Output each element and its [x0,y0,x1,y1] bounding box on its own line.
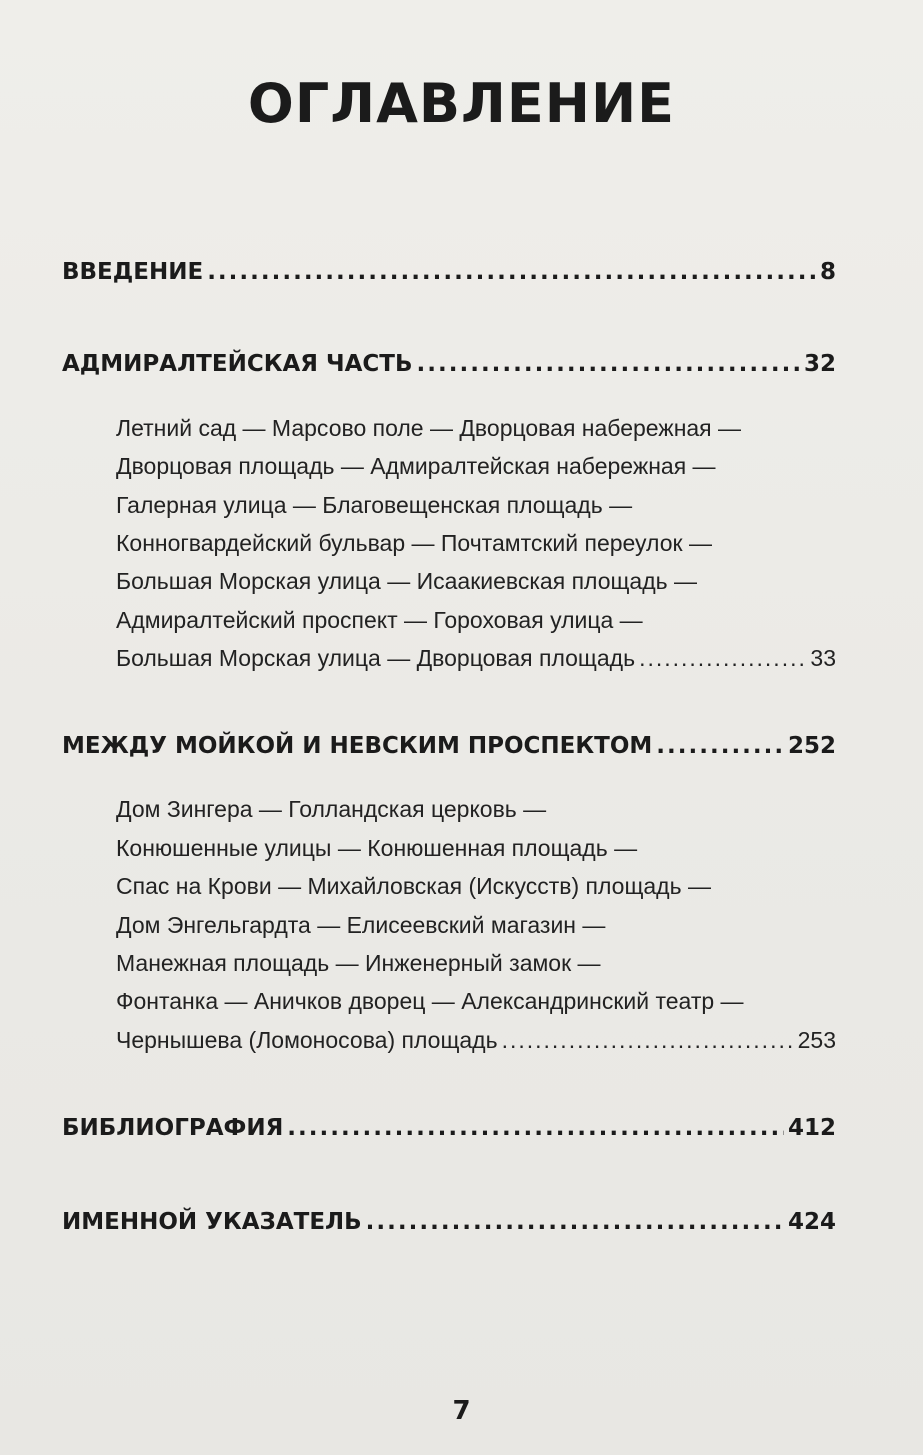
dot-leader [417,345,800,383]
page-title: ОГЛАВЛЕНИЕ [247,72,676,135]
dot-leader [207,253,816,291]
toc-entry-bibliography[interactable] [62,1109,836,1147]
toc-subentry-line: Галерная улица — Благовещенская площадь — [116,492,633,518]
toc-entry-moika[interactable] [62,727,836,765]
toc-entry-page: 412 [787,1115,836,1141]
toc-subentry-moika-end[interactable] [116,1021,836,1059]
toc-entry-page: 424 [787,1209,836,1235]
toc-subentry-page: 253 [797,1027,836,1053]
toc-entry-label: МЕЖДУ МОЙКОЙ И НЕВСКИМ ПРОСПЕКТОМ [62,733,653,759]
toc-subentry-line: Спас на Крови — Михайловская (Искусств) площадь — [116,873,711,899]
toc-subentry-line: Манежная площадь — Инженерный замок — [116,950,601,976]
dot-leader [366,1203,784,1241]
toc-entry-label: БИБЛИОГРАФИЯ [62,1115,284,1141]
toc-entry-page: 32 [803,351,836,377]
toc-entry-label: АДМИРАЛТЕЙСКАЯ ЧАСТЬ [62,351,413,377]
dot-leader [287,1109,784,1147]
toc-subentry-line: Летний сад — Марсово поле — Дворцовая набережная — [116,415,742,441]
toc-subentry-label: Большая Морская улица — Дворцовая площадь [116,645,636,671]
toc-entry-label: ВВЕДЕНИЕ [62,259,204,285]
toc-entry-index[interactable] [62,1203,836,1241]
toc-entry-page: 252 [787,733,836,759]
toc-subentry-admiralty-end[interactable] [116,639,836,677]
toc-subentry-line: Дворцовая площадь — Адмиралтейская набережная — [116,453,716,479]
toc-subentry-line: Конюшенные улицы — Конюшенная площадь — [116,835,638,861]
toc-subentry-label: Чернышева (Ломоносова) площадь [116,1027,498,1053]
toc-subentry-page: 33 [810,645,836,671]
toc-subentry-line: Конногвардейский бульвар — Почтамтский переулок — [116,530,712,556]
toc-entry-page: 8 [819,259,836,285]
toc-subentry-line: Дом Зингера — Голландская церковь — [116,796,547,822]
dot-leader [656,727,784,765]
toc-subentry-line: Большая Морская улица — Исаакиевская площадь — [116,568,697,594]
toc-subentry-line: Фонтанка — Аничков дворец — Александринский театр — [116,988,744,1014]
toc-entry-label: ИМЕННОЙ УКАЗАТЕЛЬ [62,1209,362,1235]
toc-entry-intro[interactable] [62,253,836,291]
dot-leader [639,639,806,677]
toc-subentry-line: Дом Энгельгардта — Елисеевский магазин — [116,912,606,938]
toc-entry-admiralty[interactable] [62,345,836,383]
toc-subentry-line: Адмиралтейский проспект — Гороховая улица — [116,607,643,633]
dot-leader [502,1021,794,1059]
page-number: 7 [452,1396,471,1426]
